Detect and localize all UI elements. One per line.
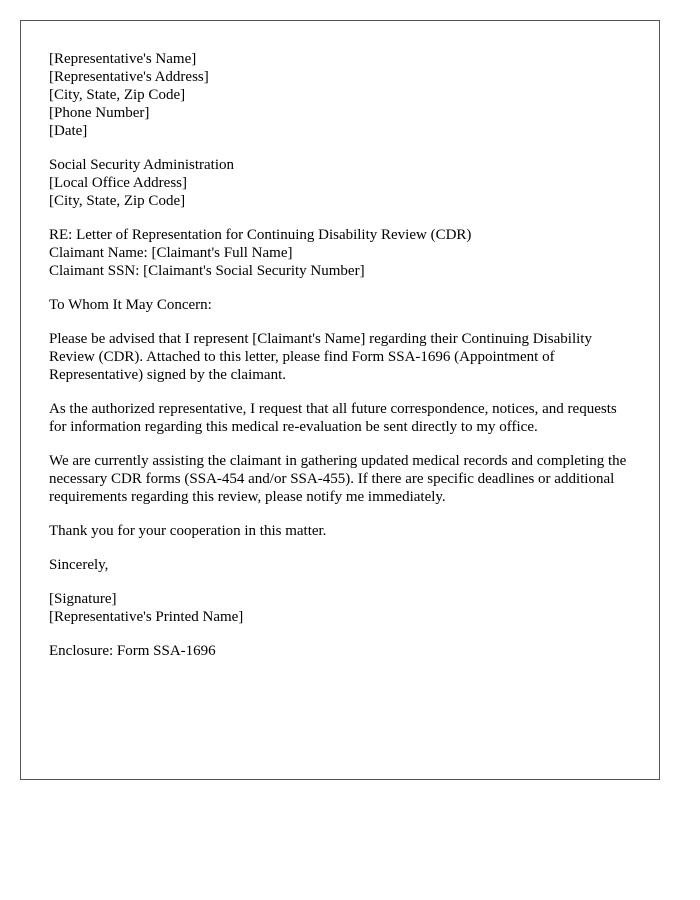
sender-phone: [Phone Number] <box>49 105 150 121</box>
body-paragraph-2: As the authorized representative, I request that all future correspondence, notices, and requests for information regarding this medical re-evaluation be sent directly to my office. <box>49 401 617 435</box>
sender-city-state-zip: [City, State, Zip Code] <box>49 87 186 103</box>
printed-name: [Representative's Printed Name] <box>49 609 244 625</box>
recipient-block <box>49 156 631 210</box>
signature-placeholder: [Signature] <box>49 591 117 607</box>
recipient-organization: Social Security Administration <box>49 157 234 173</box>
body-paragraph-3: We are currently assisting the claimant in gathering updated medical records and completing the necessary CDR forms (SSA-454 and/or SSA-455). If there are specific deadlines or additional requirements regarding this review, please notify me immediately. <box>49 453 627 505</box>
letter-page <box>20 20 660 780</box>
body-paragraph-1: Please be advised that I represent [Claimant's Name] regarding their Continuing Disability Review (CDR). Attached to this letter, please find Form SSA-1696 (Appointment of Representative) signed by the claimant. <box>49 331 592 383</box>
sender-block <box>49 50 631 140</box>
claimant-name-line: Claimant Name: [Claimant's Full Name] <box>49 245 293 261</box>
re-line: RE: Letter of Representation for Continuing Disability Review (CDR) <box>49 227 472 243</box>
signature-block <box>49 590 631 626</box>
sender-address: [Representative's Address] <box>49 69 209 85</box>
letter-date: [Date] <box>49 123 88 139</box>
closing: Sincerely, <box>49 557 109 573</box>
subject-block <box>49 226 631 280</box>
body-paragraph-4: Thank you for your cooperation in this matter. <box>49 523 327 539</box>
sender-name: [Representative's Name] <box>49 51 197 67</box>
recipient-city-state-zip: [City, State, Zip Code] <box>49 193 186 209</box>
recipient-address: [Local Office Address] <box>49 175 188 191</box>
enclosure-line: Enclosure: Form SSA-1696 <box>49 643 216 659</box>
claimant-ssn-line: Claimant SSN: [Claimant's Social Security Number] <box>49 263 365 279</box>
salutation: To Whom It May Concern: <box>49 297 212 313</box>
